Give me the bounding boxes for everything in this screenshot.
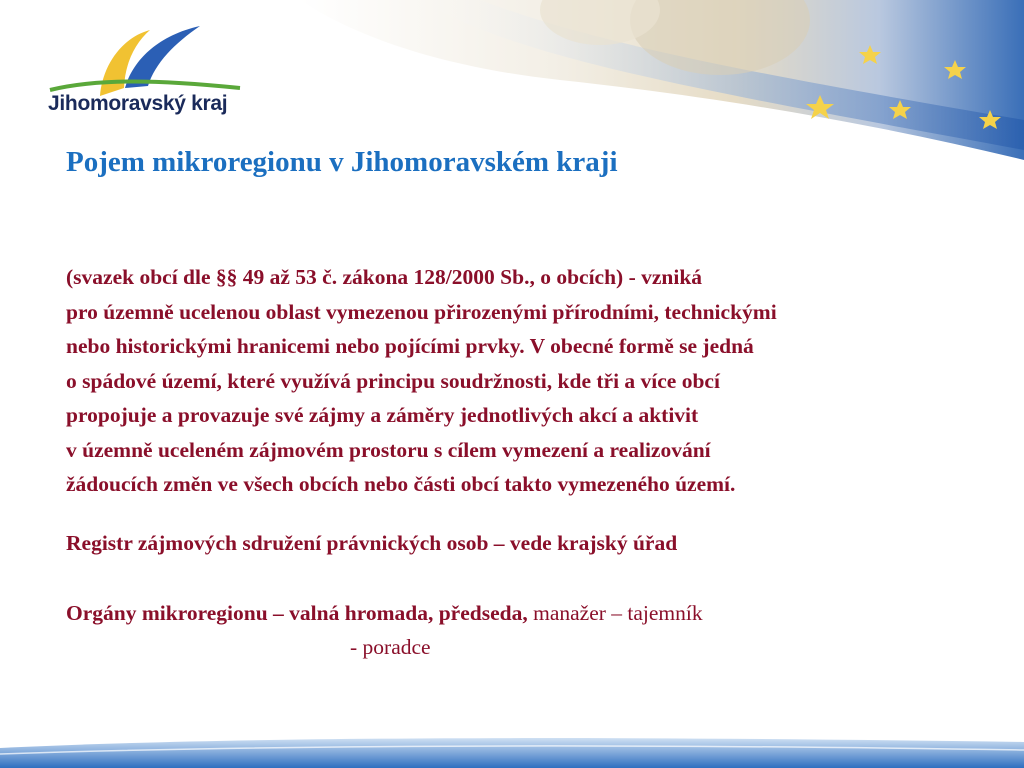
- organs-normal-text: manažer – tajemník: [527, 601, 703, 625]
- logo-text: Jihomoravský kraj: [48, 92, 228, 115]
- definition-paragraph: [66, 260, 1016, 502]
- logo-blue-swoosh: [125, 26, 200, 88]
- paragraph-line: nebo historickými hranicemi nebo pojícími prvky. V obecné formě se jedná: [66, 334, 754, 358]
- organs-bold-text: Orgány mikroregionu – valná hromada, předseda,: [66, 601, 528, 625]
- paragraph-line: propojuje a provazuje své zájmy a záměry jednotlivých akcí a aktivit: [66, 403, 699, 427]
- page-title: Pojem mikroregionu v Jihomoravském kraji: [66, 146, 618, 178]
- footer-banner: [0, 718, 1024, 768]
- paragraph-line: v územně uceleném zájmovém prostoru s cílem vymezení a realizování: [66, 437, 711, 462]
- paragraph-line: (svazek obcí dle §§ 49 až 53 č. zákona 128/2000 Sb., o obcích) - vzniká: [66, 265, 703, 289]
- paragraph-line: pro územně ucelenou oblast vymezenou přirozenými přírodními, technickými: [66, 299, 777, 324]
- paragraph-line: o spádové území, které využívá principu soudržnosti, kde tři a více obcí: [66, 368, 720, 393]
- organs-second-line: - poradce: [350, 635, 431, 659]
- registry-note: Registr zájmových sdružení právnických osob – vede krajský úřad: [66, 531, 678, 555]
- paragraph-line: žádoucích změn ve všech obcích nebo části obcí takto vymezeného území.: [66, 472, 736, 496]
- organs-line: [66, 601, 703, 626]
